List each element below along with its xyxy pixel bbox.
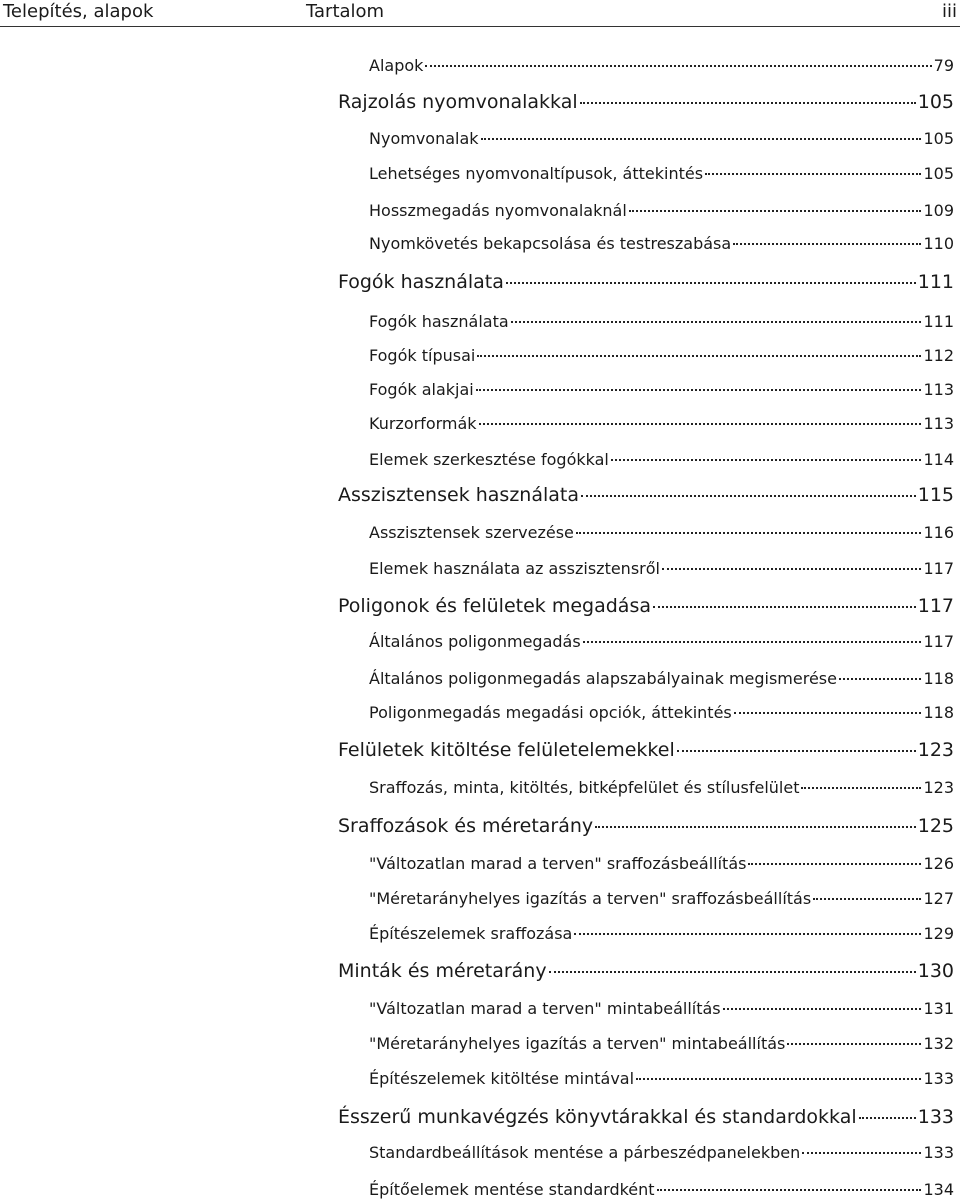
toc-entry-title: "Méretarányhelyes igazítás a terven" mintabeállítás — [369, 1034, 786, 1053]
toc-dot-leader — [581, 495, 916, 497]
toc-page-number: 115 — [917, 484, 954, 506]
toc-entry-title: Rajzolás nyomvonalakkal — [338, 91, 578, 113]
toc-dot-leader — [549, 971, 916, 973]
toc-subsection-entry[interactable] — [369, 345, 954, 367]
toc-entry-title: Standardbeállítások mentése a párbeszédpanelekben — [369, 1143, 801, 1162]
toc-entry-title: Elemek szerkesztése fogókkal — [369, 450, 609, 469]
toc-dot-leader — [629, 210, 922, 212]
toc-entry-title: Általános poligonmegadás alapszabályainak megismerése — [369, 669, 837, 688]
toc-dot-leader — [481, 138, 922, 140]
toc-entry-title: Nyomvonalak — [369, 129, 479, 148]
toc-dot-leader — [506, 282, 916, 284]
toc-subsection-entry[interactable] — [369, 777, 954, 799]
toc-entry-title: Lehetséges nyomvonaltípusok, áttekintés — [369, 164, 704, 183]
toc-entry-title: Sraffozás, minta, kitöltés, bitképfelület és stílusfelület — [369, 778, 800, 797]
toc-page-number: 109 — [923, 201, 954, 220]
toc-section-entry[interactable] — [338, 593, 954, 619]
toc-page-number: 125 — [917, 815, 954, 837]
toc-page-number: 126 — [923, 854, 954, 873]
toc-dot-leader — [657, 1189, 922, 1191]
toc-section-entry[interactable] — [338, 482, 954, 508]
toc-page-number: 118 — [923, 669, 954, 688]
toc-dot-leader — [653, 606, 916, 608]
toc-entry-title: Hosszmegadás nyomvonalaknál — [369, 201, 627, 220]
toc-entry-title: "Változatlan marad a terven" sraffozásbeállítás — [369, 854, 747, 873]
toc-subsection-entry[interactable] — [369, 200, 954, 222]
toc-section-entry[interactable] — [338, 89, 954, 115]
toc-section-entry[interactable] — [338, 958, 954, 984]
toc-dot-leader — [787, 1043, 921, 1045]
toc-subsection-entry[interactable] — [369, 233, 954, 255]
toc-page-number: 117 — [923, 559, 954, 578]
toc-entry-title: Ésszerű munkavégzés könyvtárakkal és standardokkal — [338, 1106, 857, 1128]
toc-subsection-entry[interactable] — [369, 923, 954, 945]
toc-page-number: 116 — [923, 523, 954, 542]
toc-page-number: 123 — [917, 739, 954, 761]
toc-page-number: 117 — [917, 595, 954, 617]
toc-subsection-entry[interactable] — [369, 413, 954, 435]
toc-dot-leader — [479, 423, 922, 425]
toc-entry-title: Nyomkövetés bekapcsolása és testreszabása — [369, 234, 732, 253]
toc-subsection-entry[interactable] — [369, 668, 954, 690]
toc-dot-leader — [511, 321, 922, 323]
toc-dot-leader — [662, 568, 921, 570]
toc-subsection-entry[interactable] — [369, 311, 954, 333]
toc-subsection-entry[interactable] — [369, 1179, 954, 1201]
toc-subsection-entry[interactable] — [369, 558, 954, 580]
toc-section-entry[interactable] — [338, 737, 954, 763]
running-header — [0, 0, 960, 28]
toc-dot-leader — [574, 933, 921, 935]
toc-dot-leader — [636, 1078, 921, 1080]
toc-page-number: 110 — [923, 234, 954, 253]
toc-subsection-entry[interactable] — [369, 888, 954, 910]
toc-page-number: 134 — [923, 1180, 954, 1199]
toc-subsection-entry[interactable] — [369, 163, 954, 185]
toc-dot-leader — [476, 389, 922, 391]
toc-subsection-entry[interactable] — [369, 522, 954, 544]
toc-dot-leader — [801, 787, 921, 789]
toc-entry-title: "Méretarányhelyes igazítás a terven" sraffozásbeállítás — [369, 889, 812, 908]
toc-entry-title: Sraffozások és méretarány — [338, 815, 594, 837]
toc-entry-title: Minták és méretarány — [338, 960, 547, 982]
toc-page-number: 111 — [923, 312, 954, 331]
toc-subsection-entry[interactable] — [369, 449, 954, 471]
toc-section-entry[interactable] — [338, 813, 954, 839]
toc-subsection-entry[interactable] — [369, 55, 954, 77]
toc-dot-leader — [734, 712, 922, 714]
toc-subsection-entry[interactable] — [369, 379, 954, 401]
toc-dot-leader — [802, 1152, 921, 1154]
header-chapter-title: Tartalom — [306, 1, 385, 22]
toc-entry-title: Elemek használata az asszisztensről — [369, 559, 660, 578]
toc-page-number: 132 — [923, 1034, 954, 1053]
toc-subsection-entry[interactable] — [369, 998, 954, 1020]
toc-entry-title: Fogók használata — [369, 312, 509, 331]
toc-page-number: 133 — [923, 1143, 954, 1162]
toc-entry-title: Poligonmegadás megadási opciók, áttekintés — [369, 703, 732, 722]
toc-entry-title: Fogók típusai — [369, 346, 476, 365]
toc-entry-title: Építészelemek sraffozása — [369, 924, 573, 943]
toc-entry-title: Poligonok és felületek megadása — [338, 595, 651, 617]
toc-entry-title: Építészelemek kitöltése mintával — [369, 1069, 635, 1088]
toc-page-number: 133 — [923, 1069, 954, 1088]
toc-page-number: 114 — [923, 450, 954, 469]
toc-dot-leader — [723, 1008, 922, 1010]
toc-dot-leader — [813, 898, 921, 900]
toc-dot-leader — [705, 173, 921, 175]
toc-page-number: 105 — [923, 129, 954, 148]
toc-page-number: 112 — [923, 346, 954, 365]
toc-section-entry[interactable] — [338, 1104, 954, 1130]
toc-dot-leader — [733, 243, 921, 245]
toc-dot-leader — [677, 750, 916, 752]
toc-entry-title: Felületek kitöltése felületelemekkel — [338, 739, 675, 761]
toc-subsection-entry[interactable] — [369, 1068, 954, 1090]
toc-page-number: 105 — [923, 164, 954, 183]
toc-dot-leader — [576, 532, 922, 534]
toc-dot-leader — [580, 102, 916, 104]
toc-entry-title: Építőelemek mentése standardként — [369, 1180, 655, 1199]
toc-entry-title: Asszisztensek szervezése — [369, 523, 574, 542]
toc-page-number: 131 — [923, 999, 954, 1018]
toc-subsection-entry[interactable] — [369, 1142, 954, 1164]
toc-subsection-entry[interactable] — [369, 702, 954, 724]
toc-subsection-entry[interactable] — [369, 1033, 954, 1055]
toc-page-number: 129 — [923, 924, 954, 943]
toc-subsection-entry[interactable] — [369, 128, 954, 150]
toc-subsection-entry[interactable] — [369, 853, 954, 875]
toc-dot-leader — [748, 863, 921, 865]
toc-dot-leader — [595, 826, 916, 828]
toc-page-number: 133 — [917, 1106, 954, 1128]
header-rule — [0, 26, 960, 27]
toc-dot-leader — [425, 65, 931, 67]
toc-entry-title: Alapok — [369, 56, 424, 75]
toc-dot-leader — [477, 355, 921, 357]
toc-page-number: 105 — [917, 91, 954, 113]
header-section-title: Telepítés, alapok — [3, 1, 154, 22]
toc-dot-leader — [611, 459, 922, 461]
toc-page-number: 130 — [917, 960, 954, 982]
toc-entry-title: "Változatlan marad a terven" mintabeállítás — [369, 999, 721, 1018]
toc-page-number: 123 — [923, 778, 954, 797]
toc-dot-leader — [859, 1117, 916, 1119]
toc-entry-title: Kurzorformák — [369, 414, 477, 433]
toc-page-number: 79 — [933, 56, 954, 75]
toc-entry-title: Asszisztensek használata — [338, 484, 579, 506]
toc-dot-leader — [839, 678, 921, 680]
toc-dot-leader — [583, 641, 922, 643]
toc-entry-title: Általános poligonmegadás — [369, 632, 581, 651]
toc-page-number: 113 — [923, 414, 954, 433]
toc-page-number: 118 — [923, 703, 954, 722]
toc-section-entry[interactable] — [338, 269, 954, 295]
toc-page-number: 127 — [923, 889, 954, 908]
toc-subsection-entry[interactable] — [369, 631, 954, 653]
toc-entry-title: Fogók alakjai — [369, 380, 474, 399]
header-page-number: iii — [941, 1, 957, 22]
toc-page-number: 113 — [923, 380, 954, 399]
toc-page-number: 111 — [917, 271, 954, 293]
toc-entry-title: Fogók használata — [338, 271, 504, 293]
toc-page-number: 117 — [923, 632, 954, 651]
